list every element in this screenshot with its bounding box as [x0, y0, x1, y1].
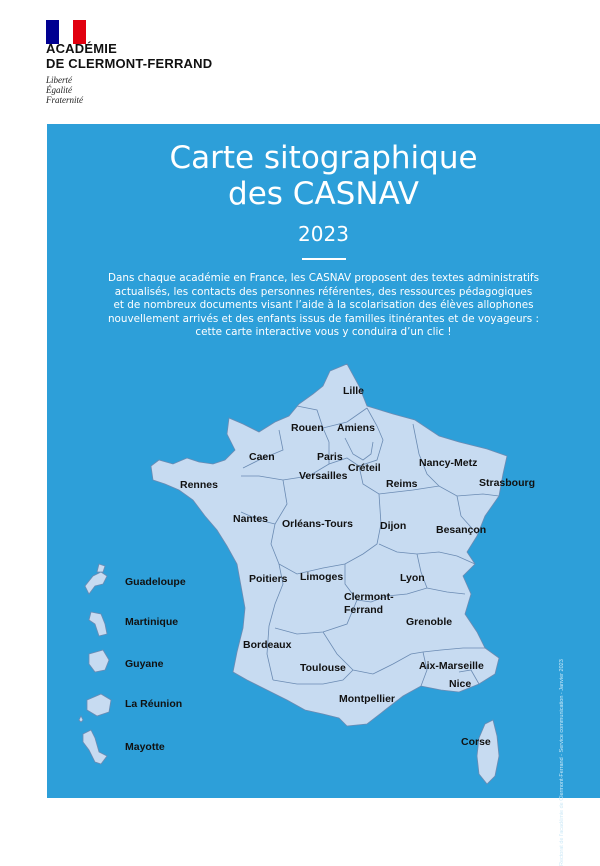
- motto: [46, 75, 83, 105]
- intro-line: nouvellement arrivés et des enfants issus de familles itinérantes et de voyageurs :: [107, 312, 540, 325]
- overseas-shapes: [79, 564, 111, 764]
- region-limoges[interactable]: Limoges: [300, 571, 344, 583]
- region-creteil[interactable]: Créteil: [348, 462, 381, 474]
- overseas-mayotte[interactable]: Mayotte: [125, 741, 165, 753]
- mayotte-shape: [79, 716, 107, 764]
- region-reims[interactable]: Reims: [386, 478, 418, 490]
- region-clermont-line-1[interactable]: Clermont-: [344, 591, 394, 603]
- region-bordeaux[interactable]: Bordeaux: [243, 639, 292, 651]
- region-lyon[interactable]: Lyon: [400, 572, 425, 584]
- region-versailles[interactable]: Versailles: [299, 470, 348, 482]
- region-clermont-line-2[interactable]: Ferrand: [344, 604, 384, 616]
- overseas-guyane[interactable]: Guyane: [125, 658, 164, 670]
- overseas-martinique[interactable]: Martinique: [125, 616, 179, 628]
- guyane-shape: [89, 650, 109, 672]
- region-toulouse[interactable]: Toulouse: [300, 662, 346, 674]
- region-strasbourg[interactable]: Strasbourg: [479, 477, 536, 489]
- region-nice[interactable]: Nice: [449, 678, 472, 690]
- overseas-labels: [125, 576, 186, 753]
- intro-line: Dans chaque académie en France, les CASNAV proposent des textes administratifs: [107, 272, 539, 284]
- region-rouen[interactable]: Rouen: [291, 422, 324, 434]
- region-poitiers[interactable]: Poitiers: [249, 573, 288, 585]
- corsica-shape: [477, 720, 499, 784]
- motto-egalite: Égalité: [46, 85, 72, 95]
- title-line-2: des CASNAV: [228, 176, 419, 212]
- region-amiens[interactable]: Amiens: [337, 422, 375, 434]
- region-paris[interactable]: Paris: [317, 451, 343, 463]
- intro-line: et de nombreux documents visant l’aide à la scolarisation des élèves allophones: [113, 299, 534, 311]
- reunion-shape: [87, 694, 111, 716]
- region-nancy-metz[interactable]: Nancy-Metz: [419, 457, 478, 469]
- region-aix-marseille[interactable]: Aix-Marseille: [419, 660, 484, 672]
- region-besancon[interactable]: Besançon: [436, 524, 487, 536]
- academy-line-1: ACADÉMIE: [46, 41, 117, 56]
- academy-name: [46, 41, 212, 71]
- motto-liberte: Liberté: [46, 75, 72, 85]
- region-nantes[interactable]: Nantes: [233, 513, 269, 525]
- region-grenoble[interactable]: Grenoble: [406, 616, 453, 628]
- year-label: 2023: [298, 222, 349, 246]
- intro-line: actualisés, les contacts des personnes référentes, des ressources pédagogiques: [114, 285, 533, 298]
- header-logo: [46, 14, 266, 109]
- france-map: [47, 124, 600, 798]
- overseas-reunion[interactable]: La Réunion: [125, 698, 183, 710]
- region-rennes[interactable]: Rennes: [180, 479, 218, 491]
- region-montpellier[interactable]: Montpellier: [339, 693, 396, 705]
- motto-fraternite: Fraternité: [46, 95, 83, 105]
- academy-line-2: DE CLERMONT-FERRAND: [46, 56, 213, 71]
- region-caen[interactable]: Caen: [249, 451, 275, 463]
- martinique-shape: [89, 612, 107, 636]
- region-dijon[interactable]: Dijon: [380, 520, 407, 532]
- map-panel: [47, 124, 600, 866]
- region-orleans-tours[interactable]: Orléans-Tours: [282, 518, 353, 530]
- intro-line: cette carte interactive vous y conduira d’un clic !: [195, 326, 452, 338]
- region-corse[interactable]: Corse: [461, 736, 491, 748]
- guadeloupe-shape: [85, 564, 107, 594]
- title-line-1: Carte sitographique: [169, 140, 478, 176]
- credit-text: Rectorat de l'académie de Clermont-Ferrand - Service communication - Janvier 2023: [559, 659, 565, 866]
- overseas-guadeloupe[interactable]: Guadeloupe: [125, 576, 186, 588]
- region-lille[interactable]: Lille: [343, 385, 365, 397]
